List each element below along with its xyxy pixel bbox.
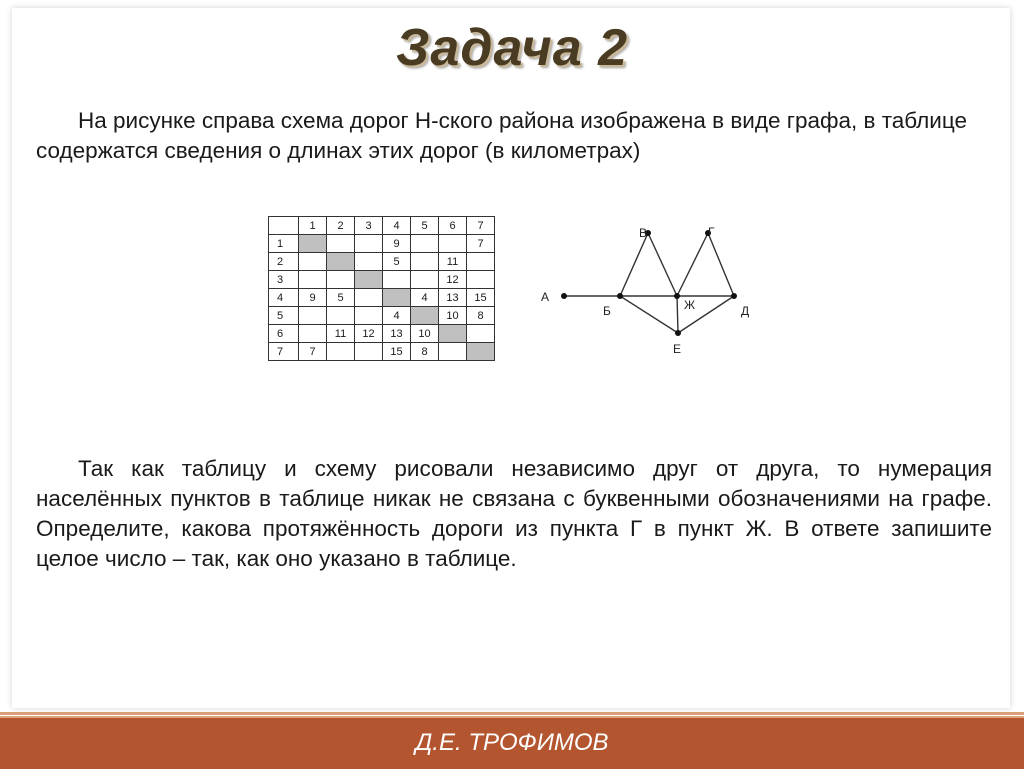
table-corner-cell bbox=[269, 217, 299, 235]
table-cell: 4 bbox=[383, 307, 411, 325]
table-cell: 12 bbox=[439, 271, 467, 289]
table-cell: 7 bbox=[299, 343, 327, 361]
table-header-row bbox=[269, 217, 495, 235]
table-row-header: 4 bbox=[269, 289, 299, 307]
table-cell bbox=[299, 325, 327, 343]
table-cell bbox=[467, 253, 495, 271]
graph-node-label: Б bbox=[603, 304, 611, 318]
author-name: Д.Е. ТРОФИМОВ bbox=[415, 729, 609, 756]
graph-node-A bbox=[561, 293, 567, 299]
graph-node-label: В bbox=[639, 226, 648, 240]
table-column-header: 1 bbox=[299, 217, 327, 235]
table-cell: 8 bbox=[411, 343, 439, 361]
graph-node-D bbox=[731, 293, 737, 299]
graph-edge-G-Zh bbox=[677, 233, 708, 296]
table-cell: 9 bbox=[383, 235, 411, 253]
table-cell: 15 bbox=[383, 343, 411, 361]
table-cell: 11 bbox=[327, 325, 355, 343]
table-cell: 5 bbox=[383, 253, 411, 271]
problem-intro-text: На рисунке справа схема дорог Н-ского района изображена в виде графа, в таблице содержатся сведения о длинах этих дорог (в километрах) bbox=[36, 108, 967, 163]
table-cell bbox=[355, 343, 383, 361]
table-cell bbox=[411, 271, 439, 289]
graph-edge-B-E bbox=[620, 296, 678, 333]
table-row-header: 5 bbox=[269, 307, 299, 325]
footer-bar bbox=[0, 716, 1024, 769]
table-cell bbox=[355, 307, 383, 325]
table-cell: 12 bbox=[355, 325, 383, 343]
table-row bbox=[269, 271, 495, 289]
table-row-header: 1 bbox=[269, 235, 299, 253]
graph-node-B bbox=[617, 293, 623, 299]
table-cell: 10 bbox=[411, 325, 439, 343]
slide-title: Задача 2 bbox=[395, 19, 629, 77]
table-cell bbox=[327, 343, 355, 361]
table-cell bbox=[327, 235, 355, 253]
table-cell bbox=[355, 289, 383, 307]
graph-node-label: Е bbox=[673, 342, 682, 356]
table-cell: 10 bbox=[439, 307, 467, 325]
table-cell: 8 bbox=[467, 307, 495, 325]
table-cell bbox=[467, 271, 495, 289]
table-row-header: 2 bbox=[269, 253, 299, 271]
table-row bbox=[269, 235, 495, 253]
graph-node-label: Ж bbox=[684, 298, 696, 312]
table-cell bbox=[327, 271, 355, 289]
table-column-header: 4 bbox=[383, 217, 411, 235]
table-cell bbox=[411, 253, 439, 271]
table-column-header: 6 bbox=[439, 217, 467, 235]
table-row-header: 7 bbox=[269, 343, 299, 361]
graph-edge-V-Zh bbox=[648, 233, 677, 296]
table-cell bbox=[299, 253, 327, 271]
table-cell: 4 bbox=[411, 289, 439, 307]
table-diagonal-cell bbox=[327, 253, 355, 271]
table-cell bbox=[439, 343, 467, 361]
table-cell bbox=[467, 325, 495, 343]
graph-node-label: А bbox=[541, 290, 550, 304]
table-cell bbox=[355, 235, 383, 253]
table-cell: 9 bbox=[299, 289, 327, 307]
table-column-header: 5 bbox=[411, 217, 439, 235]
table-row bbox=[269, 253, 495, 271]
table-cell: 15 bbox=[467, 289, 495, 307]
table-cell bbox=[299, 307, 327, 325]
graph-edge-B-V bbox=[620, 233, 648, 296]
table-cell: 13 bbox=[439, 289, 467, 307]
table-column-header: 2 bbox=[327, 217, 355, 235]
table-cell: 7 bbox=[467, 235, 495, 253]
table-cell: 13 bbox=[383, 325, 411, 343]
table-cell bbox=[439, 235, 467, 253]
table-diagonal-cell bbox=[439, 325, 467, 343]
table-row-header: 3 bbox=[269, 271, 299, 289]
graph-node-E bbox=[675, 330, 681, 336]
table-diagonal-cell bbox=[383, 289, 411, 307]
table-row bbox=[269, 343, 495, 361]
table-diagonal-cell bbox=[411, 307, 439, 325]
table-row bbox=[269, 289, 495, 307]
problem-question-text: Так как таблицу и схему рисовали независимо друг от друга, то нумерация населённых пунктов в таблице никак не связана с буквенными обозначениями на графе. Определите, какова протяжённость дороги из пункта Г в пункт Ж. В ответе запишите целое число – так, как оно указано в таблице. bbox=[36, 456, 992, 571]
graph-edge-G-D bbox=[708, 233, 734, 296]
graph-node-label: Д bbox=[741, 304, 750, 318]
table-column-header: 7 bbox=[467, 217, 495, 235]
table-cell bbox=[411, 235, 439, 253]
graph-node-label: Г bbox=[708, 225, 715, 239]
table-column-header: 3 bbox=[355, 217, 383, 235]
table-row bbox=[269, 325, 495, 343]
footer-accent-line bbox=[0, 712, 1024, 715]
graph-node-Zh bbox=[674, 293, 680, 299]
table-cell bbox=[299, 271, 327, 289]
table-row-header: 6 bbox=[269, 325, 299, 343]
table-cell bbox=[355, 253, 383, 271]
graph-edge-Zh-E bbox=[677, 296, 678, 333]
table-cell bbox=[383, 271, 411, 289]
table-diagonal-cell bbox=[467, 343, 495, 361]
table-row bbox=[269, 307, 495, 325]
table-diagonal-cell bbox=[355, 271, 383, 289]
distance-table bbox=[268, 216, 495, 361]
table-diagonal-cell bbox=[299, 235, 327, 253]
road-graph bbox=[530, 215, 770, 365]
table-cell: 11 bbox=[439, 253, 467, 271]
table-cell bbox=[327, 307, 355, 325]
table-cell: 5 bbox=[327, 289, 355, 307]
